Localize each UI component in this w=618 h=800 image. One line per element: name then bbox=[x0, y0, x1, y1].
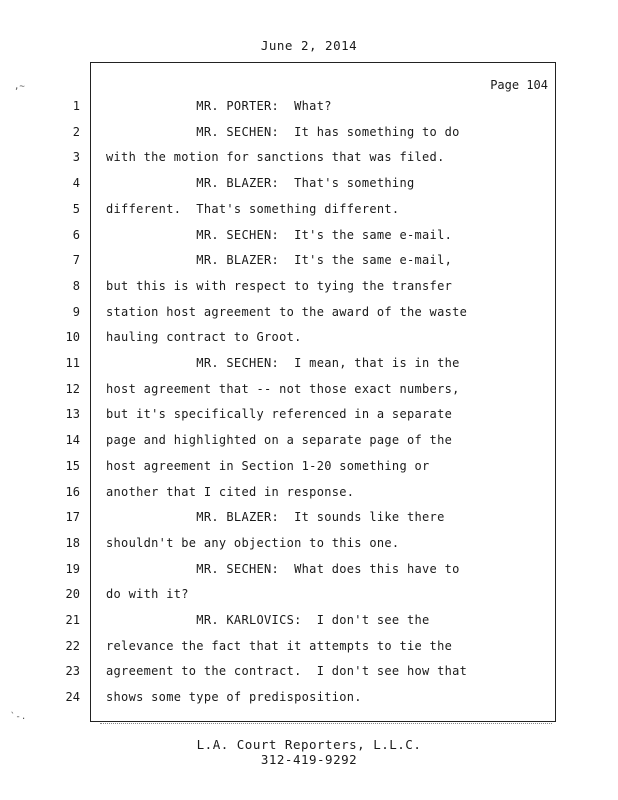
transcript-line: MR. PORTER: What? bbox=[106, 99, 332, 113]
line-number: 6 bbox=[72, 227, 80, 242]
transcript-line: different. That's something different. bbox=[106, 201, 400, 216]
line-number: 15 bbox=[65, 458, 80, 473]
line-number: 11 bbox=[65, 356, 80, 370]
line-number: 24 bbox=[65, 690, 80, 705]
line-number: 13 bbox=[65, 407, 80, 422]
transcript-line: host agreement that -- not those exact numbers, bbox=[106, 381, 460, 396]
transcript-line: relevance the fact that it attempts to tie the bbox=[106, 638, 453, 653]
line-number: 21 bbox=[65, 613, 80, 627]
transcript-line: page and highlighted on a separate page of the bbox=[106, 433, 453, 448]
transcript-line: hauling contract to Groot. bbox=[106, 330, 302, 345]
line-number: 23 bbox=[65, 664, 80, 679]
footer-phone: 312-419-9292 bbox=[260, 752, 358, 767]
line-number: 16 bbox=[65, 484, 80, 499]
line-number: 1 bbox=[72, 99, 80, 113]
transcript-line: MR. SECHEN: I mean, that is in the bbox=[106, 356, 460, 370]
transcript-line: MR. BLAZER: It's the same e-mail, bbox=[106, 253, 453, 268]
transcript-line: agreement to the contract. I don't see how that bbox=[106, 664, 468, 679]
footer-rule bbox=[100, 723, 552, 727]
line-number: 14 bbox=[65, 433, 80, 448]
transcript-line: MR. BLAZER: It sounds like there bbox=[106, 510, 445, 525]
line-number: 4 bbox=[72, 176, 80, 191]
transcript-line: shouldn't be any objection to this one. bbox=[106, 535, 400, 550]
line-number: 2 bbox=[72, 124, 80, 139]
transcript-line: but it's specifically referenced in a separate bbox=[106, 407, 453, 422]
line-number: 20 bbox=[65, 587, 80, 602]
scan-mark: ,~ bbox=[14, 82, 25, 92]
transcript-line: shows some type of predisposition. bbox=[106, 690, 362, 705]
line-number: 12 bbox=[65, 381, 80, 396]
transcript-line: MR. SECHEN: It has something to do bbox=[106, 124, 460, 139]
line-number: 9 bbox=[72, 304, 80, 319]
line-number: 3 bbox=[72, 150, 80, 165]
page-number: Page 104 bbox=[490, 78, 548, 92]
transcript-line: but this is with respect to tying the transfer bbox=[106, 278, 453, 293]
transcript-line: MR. SECHEN: What does this have to bbox=[106, 561, 460, 576]
line-number: 8 bbox=[72, 278, 80, 293]
line-number: 19 bbox=[65, 561, 80, 576]
header-date: June 2, 2014 bbox=[260, 38, 358, 53]
transcript-line: with the motion for sanctions that was filed. bbox=[106, 150, 445, 165]
line-number: 18 bbox=[65, 535, 80, 550]
transcript-line: MR. KARLOVICS: I don't see the bbox=[106, 613, 430, 627]
transcript-line: host agreement in Section 1-20 something or bbox=[106, 458, 430, 473]
line-number: 5 bbox=[72, 201, 80, 216]
line-number: 22 bbox=[65, 638, 80, 653]
transcript-line: MR. SECHEN: It's the same e-mail. bbox=[106, 227, 453, 242]
line-number: 7 bbox=[72, 253, 80, 268]
transcript-line: another that I cited in response. bbox=[106, 484, 355, 499]
transcript-line: MR. BLAZER: That's something bbox=[106, 176, 415, 191]
line-number: 17 bbox=[65, 510, 80, 525]
transcript-line: station host agreement to the award of the waste bbox=[106, 304, 468, 319]
scan-mark: `-. bbox=[10, 712, 27, 722]
footer-company: L.A. Court Reporters, L.L.C. bbox=[196, 737, 422, 752]
transcript-line: do with it? bbox=[106, 587, 189, 602]
line-number: 10 bbox=[65, 330, 80, 345]
